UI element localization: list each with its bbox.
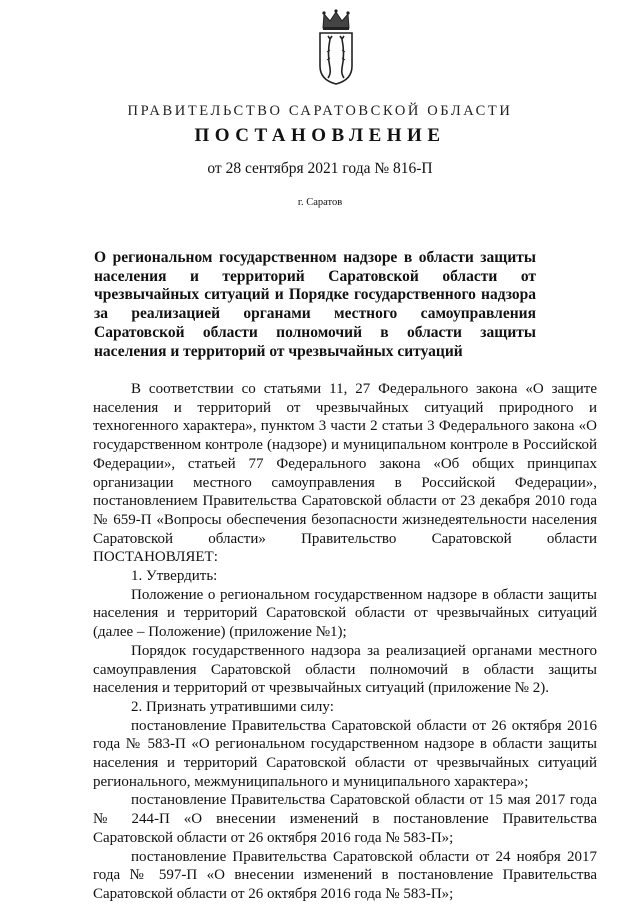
- document-type: ПОСТАНОВЛЕНИЕ: [194, 125, 446, 146]
- body-paragraph: Положение о региональном государственном надзоре в области защиты населения и территорий Саратовской области от чрезвычайных ситуаций (далее – Положение) (приложение №1);: [93, 586, 597, 641]
- saratov-coat-of-arms-emblem: [311, 8, 361, 86]
- organization-name: ПРАВИТЕЛЬСТВО САРАТОВСКОЙ ОБЛАСТИ: [127, 103, 513, 119]
- document-subject: О региональном государственном надзоре в области защиты населения и территорий Саратовской области от чрезвычайных ситуаций и Порядке государственного надзора за реализацией органами местного самоуправления Саратовской области полномочий в области защиты населения и территорий от чрезвычайных ситуаций: [94, 249, 536, 360]
- body-paragraph: В соответствии со статьями 11, 27 Федерального закона «О защите населения и территорий от чрезвычайных ситуаций природного и техногенного характера», пунктом 3 части 2 статьи 3 Федерального закона «О государственном контроле (надзоре) и муниципальном контроле в Российской Федерации», статьей 77 Федерального закона «Об общих принципах организации местного самоуправления в Российской Федерации», постановлением Правительства Саратовской области от 23 декабря 2010 года № 659-П «Вопросы обеспечения безопасности жизнедеятельности населения Саратовской области» Правительство Саратовской области ПОСТАНОВЛЯЕТ:: [93, 381, 597, 566]
- body-paragraph: постановление Правительства Саратовской области от 26 октября 2016 года № 583-П «О региональном государственном надзоре в области защиты населения и территорий Саратовской области от чрезвычайных ситуаций регионального, межмуниципального и муниципального характера»;: [93, 717, 597, 790]
- document-date-number: от 28 сентября 2021 года № 816-П: [207, 160, 433, 177]
- document-body: [93, 380, 597, 904]
- body-paragraph: постановление Правительства Саратовской области от 15 мая 2017 года № 244-П «О внесении изменений в постановление Правительства Саратовской области от 26 октября 2016 года № 583-П»;: [93, 792, 597, 846]
- body-paragraph: постановление Правительства Саратовской области от 24 ноября 2017 года № 597-П «О внесении изменений в постановление Правительства Саратовской области от 26 октября 2016 года № 583-П»;: [93, 848, 597, 902]
- body-paragraph: 1. Утвердить:: [131, 568, 218, 585]
- body-paragraph: Порядок государственного надзора за реализацией органами местного самоуправления Саратовской области полномочий в области защиты населения и территорий от чрезвычайных ситуаций (приложение № 2).: [93, 642, 597, 697]
- body-paragraph: 2. Признать утратившими силу:: [131, 698, 334, 715]
- document-city: г. Саратов: [297, 197, 343, 208]
